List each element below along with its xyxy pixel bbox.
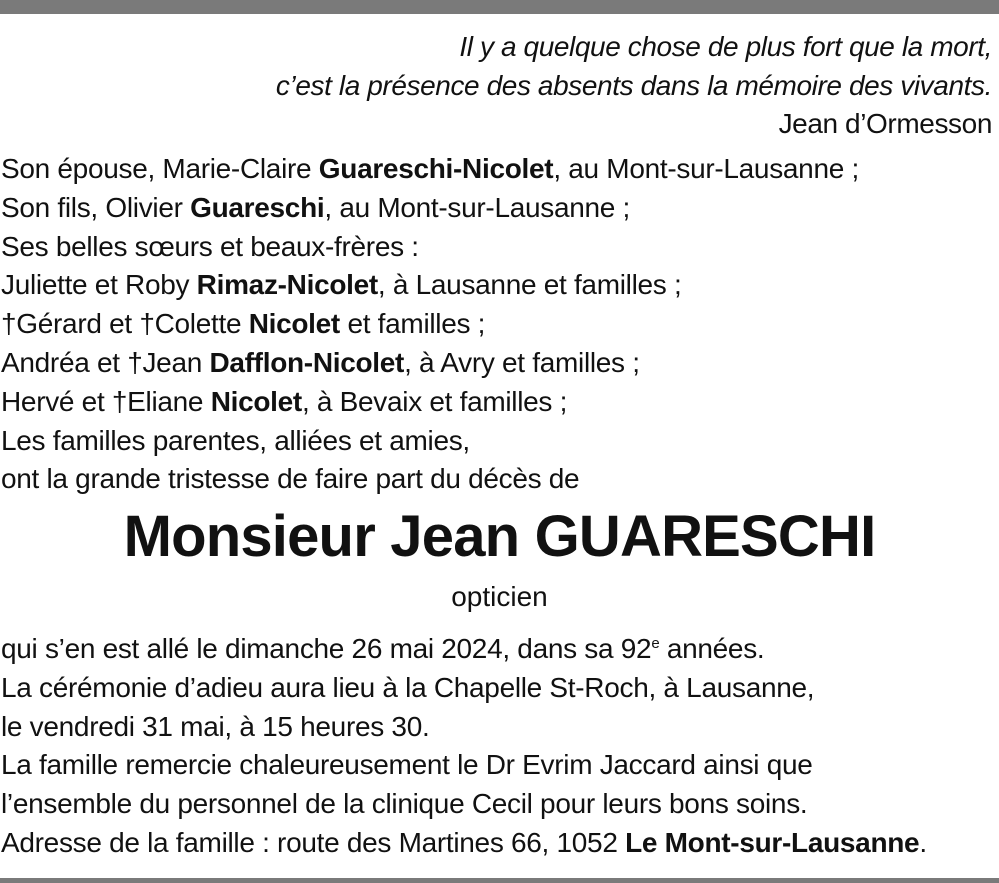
ceremony-line-1: La cérémonie d’adieu aura lieu à la Chapelle St-Roch, à Lausanne,: [1, 671, 815, 703]
deceased-profession: opticien: [451, 581, 548, 612]
top-border-rule: [0, 0, 999, 14]
family-line: Juliette et Roby Rimaz-Nicolet, à Lausanne et familles ;: [1, 269, 682, 301]
ceremony-line-2: le vendredi 31 mai, à 15 heures 30.: [1, 710, 430, 742]
family-line: Andréa et †Jean Dafflon-Nicolet, à Avry et familles ;: [1, 346, 640, 378]
family-line: Son fils, Olivier Guareschi, au Mont-sur-Lausanne ;: [1, 191, 631, 223]
epigraph-quote: [276, 28, 992, 144]
death-date-line: qui s’en est allé le dimanche 26 mai 2024, dans sa 92e années.: [1, 633, 765, 664]
family-announcement: [1, 150, 859, 499]
quote-line-1: Il y a quelque chose de plus fort que la mort,: [459, 31, 992, 62]
funeral-details: [1, 630, 927, 863]
family-line: Les familles parentes, alliées et amies,: [1, 424, 470, 456]
family-line: Hervé et †Eliane Nicolet, à Bevaix et familles ;: [1, 385, 568, 417]
bottom-border-rule: [0, 878, 999, 883]
family-line: ont la grande tristesse de faire part du décès de: [1, 463, 580, 495]
quote-line-2: c’est la présence des absents dans la mémoire des vivants.: [275, 69, 992, 101]
quote-author: Jean d’Ormesson: [778, 108, 992, 139]
deceased-name: Monsieur Jean GUARESCHI: [123, 504, 876, 569]
family-address: Adresse de la famille : route des Martines 66, 1052 Le Mont-sur-Lausanne.: [1, 826, 927, 858]
family-line: †Gérard et †Colette Nicolet et familles ;: [1, 308, 486, 340]
family-line: Son épouse, Marie-Claire Guareschi-Nicolet, au Mont-sur-Lausanne ;: [1, 153, 859, 184]
family-line: Ses belles sœurs et beaux-frères :: [1, 230, 419, 262]
thanks-line-1: La famille remercie chaleureusement le Dr Evrim Jaccard ainsi que: [1, 749, 813, 781]
thanks-line-2: l’ensemble du personnel de la clinique Cecil pour leurs bons soins.: [1, 788, 808, 820]
